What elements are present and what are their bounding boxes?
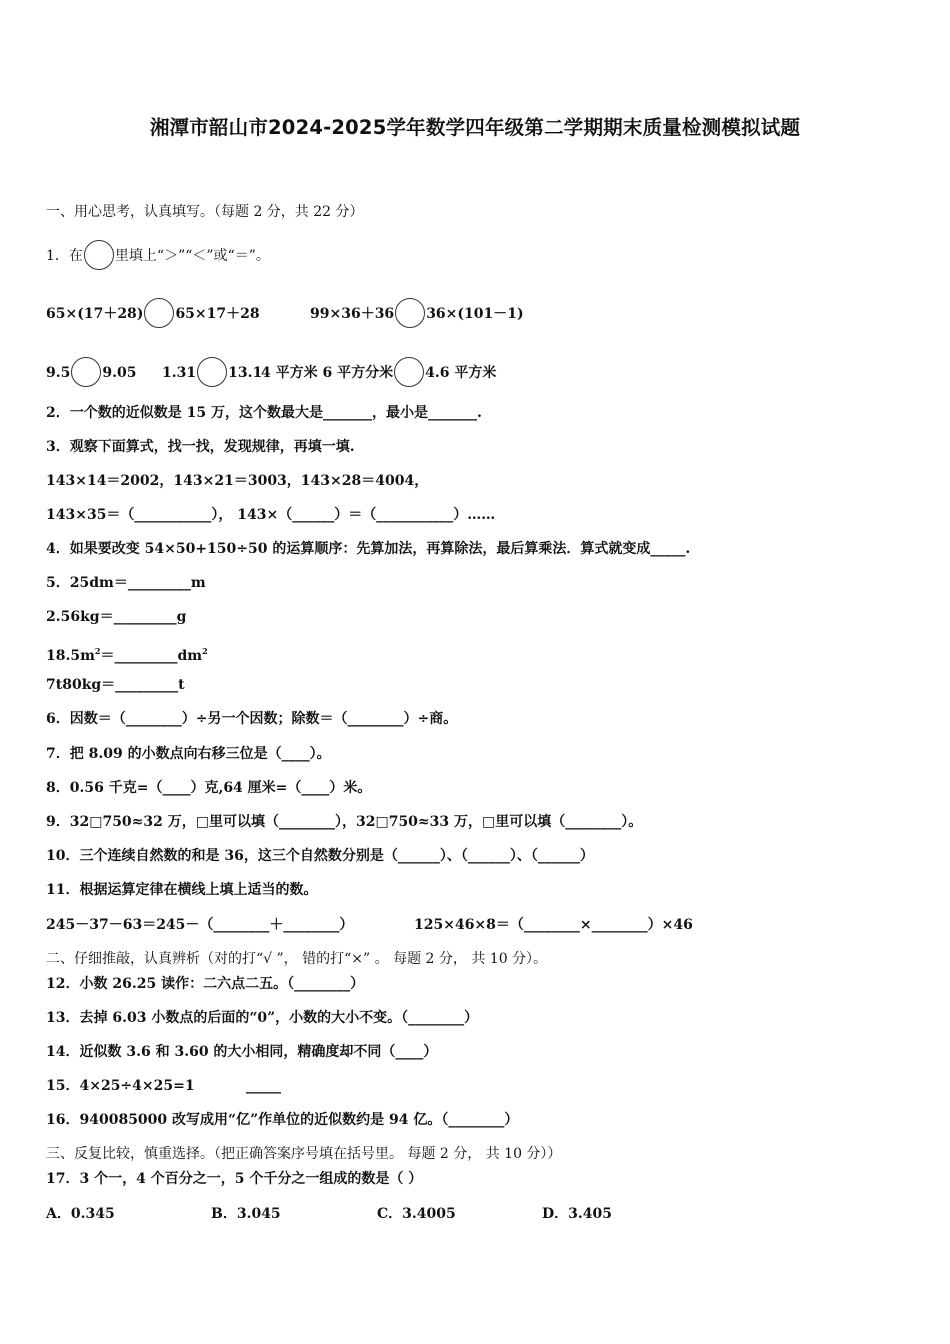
question-17: 17．3 个一，4 个百分之一，5 个千分之一组成的数是（ ） <box>46 1171 423 1187</box>
q1-row1-item2 <box>310 298 524 328</box>
question-11-a: 245－37－63＝245－（________＋________） <box>46 917 354 933</box>
q1-r2c1-left: 9.5 <box>46 365 71 381</box>
question-3: 3．观察下面算式，找一找，发现规律，再填一填. <box>46 439 355 455</box>
question-9: 9．32□750≈32 万，□里可以填（________），32□750≈33 万，□里可以填（________）。 <box>46 814 643 830</box>
blank-circle-icon[interactable] <box>71 357 101 387</box>
q1-r1c1-right: 65×17＋28 <box>175 306 260 322</box>
question-16: 16．940085000 改写成用“亿”作单位的近似数约是 94 亿。（________） <box>46 1112 519 1128</box>
q1-row1-item1 <box>46 298 260 328</box>
q1-r2c2-right: 13.1 <box>228 365 263 381</box>
question-12: 12．小数 26.25 读作：二六点二五。（________） <box>46 976 365 992</box>
question-5-line1: 5．25dm＝_________m <box>46 575 206 591</box>
q5-sup-1: 2 <box>94 646 101 656</box>
q5-l3-left: 18.5m <box>46 648 95 664</box>
option-c[interactable]: C．3.4005 <box>377 1206 456 1222</box>
option-b[interactable]: B．3.045 <box>211 1206 281 1222</box>
question-3-line1: 143×14＝2002，143×21＝3003，143×28＝4004， <box>46 473 429 489</box>
question-4: 4．如果要改变 54×50+150÷50 的运算顺序：先算加法，再算除法，最后算乘法．算式就变成_____. <box>46 541 691 557</box>
question-11: 11．根据运算定律在横线上填上适当的数。 <box>46 882 318 898</box>
page-title: 湘潭市韶山市2024-2025学年数学四年级第二学期期末质量检测模拟试题 <box>149 116 801 139</box>
question-10: 10．三个连续自然数的和是 36，这三个自然数分别是（______）、（______）、（______） <box>46 848 594 864</box>
question-13: 13．去掉 6.03 小数点的后面的“0”，小数的大小不变。（________） <box>46 1010 479 1026</box>
q1-row2-item1 <box>46 357 136 387</box>
q1-r2c1-right: 9.05 <box>102 365 137 381</box>
q1-r1c1-left: 65×(17＋28) <box>46 306 144 322</box>
blank-circle-icon[interactable] <box>197 357 227 387</box>
blank-circle-icon[interactable] <box>394 357 424 387</box>
question-3-line2: 143×35＝（___________）， 143×（______）＝（___________）…… <box>46 507 496 523</box>
section2-header: 二、仔细推敲，认真辨析（对的打“√ ”， 错的打“×” 。 每题 2 分， 共 10 分）。 <box>46 951 548 967</box>
blank-circle-icon[interactable] <box>395 298 425 328</box>
question-5-line2: 2.56kg＝_________g <box>46 609 187 625</box>
q5-sup-2: 2 <box>202 646 208 656</box>
question-7: 7．把 8.09 的小数点向右移三位是（____）。 <box>46 746 331 762</box>
q1-r1c2-left: 99×36＋36 <box>310 306 395 322</box>
blank-circle-icon[interactable] <box>84 240 114 270</box>
q5-l3-right: ＝_________dm <box>100 648 203 664</box>
question-15-blank[interactable]: _____ <box>246 1078 281 1094</box>
question-6: 6．因数＝（________）÷另一个因数；除数＝（________）÷商。 <box>46 711 458 727</box>
section1-header: 一、用心思考，认真填写。（每题 2 分，共 22 分） <box>46 204 364 220</box>
option-a[interactable]: A．0.345 <box>46 1206 115 1222</box>
section3-header: 三、反复比较，慎重选择。（把正确答案序号填在括号里。 每题 2 分， 共 10 分）） <box>46 1146 562 1162</box>
question-15: 15．4×25÷4×25=1 <box>46 1078 195 1094</box>
q1-row2-item3 <box>261 357 496 387</box>
option-d[interactable]: D．3.405 <box>542 1206 612 1222</box>
question-8: 8．0.56 千克=（____）克,64 厘米=（____）米。 <box>46 780 372 796</box>
question-11-b: 125×46×8＝（________×________）×46 <box>414 917 693 933</box>
question-2: 2．一个数的近似数是 15 万，这个数最大是_______，最小是_______. <box>46 405 482 421</box>
q1-row2-item2 <box>162 357 262 387</box>
q1-r1c2-right: 36×(101－1) <box>426 306 524 322</box>
q1-text-b: 里填上“＞”“＜”或“＝”。 <box>114 248 270 264</box>
q1-r2c3-right: 4.6 平方米 <box>425 365 497 381</box>
question-1 <box>46 240 270 270</box>
question-5-line3 <box>46 642 208 665</box>
question-5-line4: 7t80kg＝_________t <box>46 677 185 693</box>
q1-text-a: 1．在 <box>46 248 83 264</box>
question-14: 14．近似数 3.6 和 3.60 的大小相同，精确度却不同（____） <box>46 1044 438 1060</box>
q1-r2c2-left: 1.31 <box>162 365 197 381</box>
blank-circle-icon[interactable] <box>144 298 174 328</box>
q1-r2c3-left: 4 平方米 6 平方分米 <box>261 365 394 381</box>
